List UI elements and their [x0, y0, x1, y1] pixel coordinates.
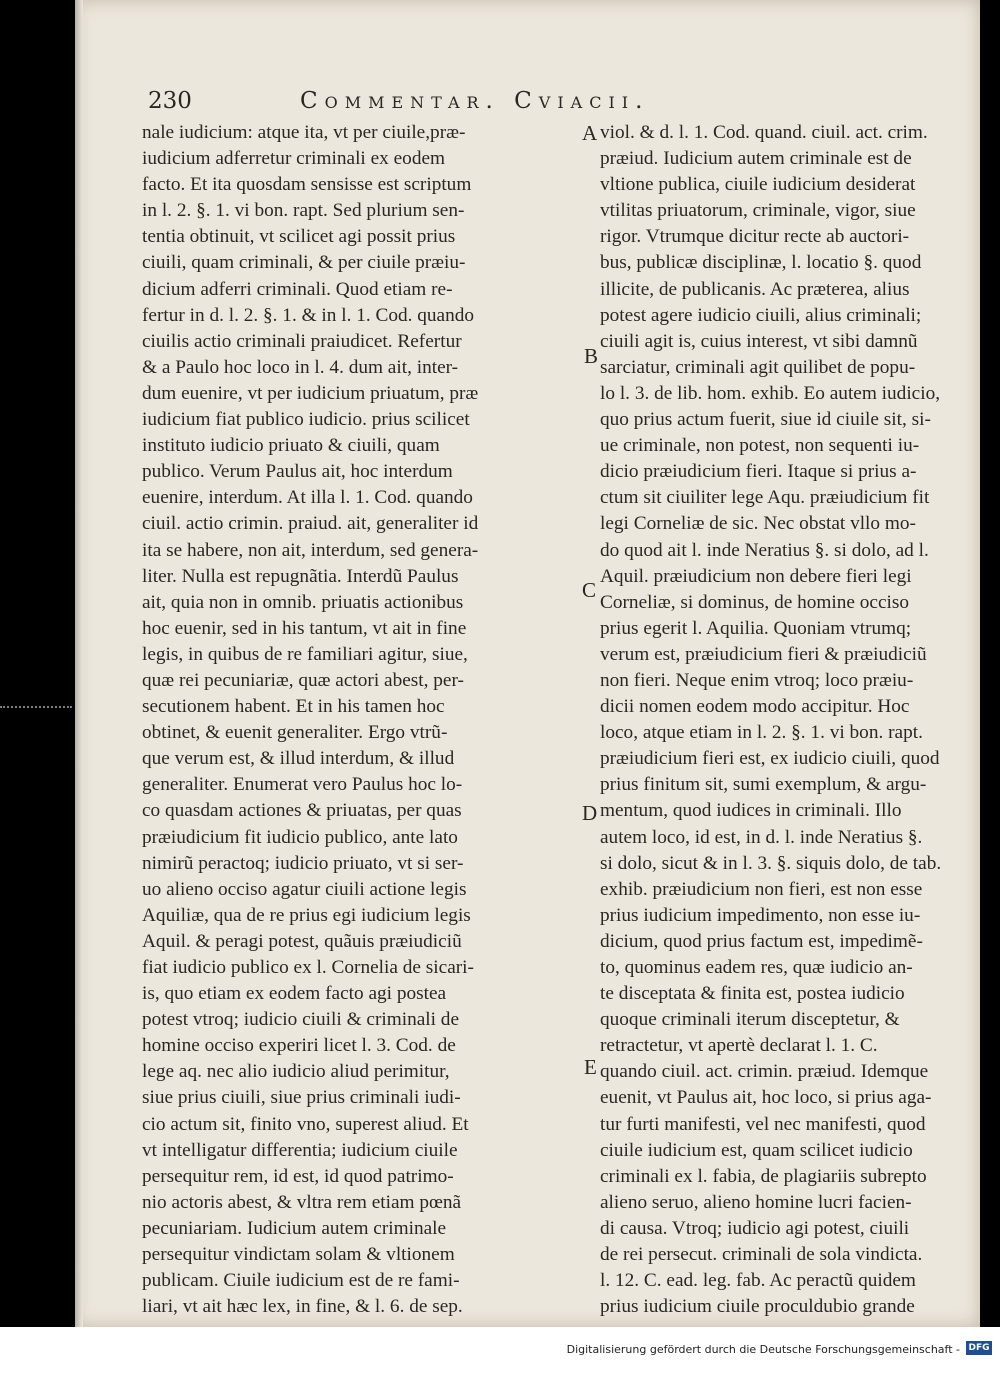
left-column-line: nimirũ peractoq; iudicio priuato, vt si ser- — [142, 852, 464, 874]
left-column-line: publico. Verum Paulus ait, hoc interdum — [142, 461, 453, 483]
left-column-line: nale iudicium: atque ita, vt per ciuile,præ- — [142, 122, 466, 143]
digitization-credit: Digitalisierung gefördert durch die Deutsche Forschungsgemeinschaft - — [566, 1343, 960, 1356]
left-column-line: co quasdam actiones & priuatas, per quas — [142, 800, 462, 822]
left-column-line: præiudicium fit iudicio publico, ante lato — [142, 826, 458, 848]
right-column-line: alieno seruo, alieno homine lucri facien- — [600, 1191, 912, 1213]
left-column-line: Aquiliæ, qua de re prius egi iudicium legis — [142, 904, 471, 926]
right-column-line: de rei persecut. criminali de sola vindicta. — [600, 1244, 923, 1266]
left-column-line: legis, in quibus de re familiari agitur, siue, — [142, 643, 468, 665]
right-column-line: rigor. Vtrumque dicitur recte ab auctori- — [600, 226, 910, 248]
margin-marker-c: C — [582, 578, 597, 602]
right-column-line: viol. & d. l. 1. Cod. quand. ciuil. act. crim. — [600, 122, 928, 143]
right-column-line: retractetur, vt apertè declarat l. 1. C. — [600, 1035, 878, 1057]
right-column-line: vltione publica, ciuile iudicium desiderat — [600, 174, 916, 196]
right-column-line: exhib. præiudicium non fieri, est non esse — [600, 878, 923, 900]
right-column-line: præiud. Iudicium autem criminale est de — [600, 148, 912, 170]
right-column-line: prius egerit l. Aquilia. Quoniam vtrumq; — [600, 617, 912, 639]
right-column-line: non fieri. Neque enim vtroq; loco præiu- — [600, 669, 914, 691]
right-column-line: quando ciuil. act. crimin. præiud. Idemque — [600, 1061, 929, 1083]
right-column-line: legi Corneliæ de sic. Nec obstat vllo mo- — [600, 513, 916, 535]
left-column-line: obtinet, & euenit generaliter. Ergo vtrũ- — [142, 722, 448, 744]
left-column-line: nio actoris abest, & vltra rem etiam pœnã — [142, 1191, 462, 1213]
right-column-line: illicite, de publicanis. Ac præterea, alius — [600, 278, 910, 300]
left-column-line: homine occiso experiri licet l. 3. Cod. de — [142, 1035, 456, 1057]
left-column-line: euenire, interdum. At illa l. 1. Cod. quando — [142, 487, 473, 509]
left-column-line: & a Paulo hoc loco in l. 4. dum ait, inter- — [142, 356, 459, 378]
right-column-line: Corneliæ, si dominus, de homine occiso — [600, 591, 910, 613]
right-column-line: præiudicium fieri est, ex iudicio ciuili, quod — [600, 748, 940, 770]
right-column-line: di causa. Vtroq; iudicio agi potest, ciuili — [600, 1217, 910, 1239]
right-column-line: dicium, quod prius factum est, impedimẽ- — [600, 930, 923, 952]
right-column-line: vtilitas priuatorum, criminale, vigor, siue — [600, 200, 916, 222]
left-column-line: dum euenire, vt per iudicium priuatum, præ — [142, 382, 479, 404]
right-column-line: do quod ait l. inde Neratius §. si dolo, ad l. — [600, 539, 929, 561]
right-column-line: criminali ex l. fabia, de plagiariis subrepto — [600, 1165, 927, 1187]
right-column-line: ciuili agit is, cuius interest, vt sibi damnũ — [600, 330, 918, 352]
right-column-line: autem loco, id est, in d. l. inde Neratius §. — [600, 826, 923, 848]
left-column-line: potest vtroq; iudicio ciuili & criminali de — [142, 1009, 460, 1031]
left-column-line: liter. Nulla est repugnãtia. Interdũ Paulus — [142, 565, 459, 587]
left-column-line: iudicium adferretur criminali ex eodem — [142, 148, 446, 170]
right-column-line: ue criminale, non potest, non sequenti iu- — [600, 435, 920, 457]
right-column-line: verum est, præiudicium fieri & præiudiciũ — [600, 643, 927, 665]
margin-marker-a: A — [582, 121, 598, 145]
margin-marker-d: D — [582, 801, 598, 825]
left-column-line: hoc euenir, sed in his tantum, vt ait in fine — [142, 617, 467, 639]
left-column-line: fertur in d. l. 2. §. 1. & in l. 1. Cod. quando — [142, 304, 475, 326]
right-column-line: dicii nomen eodem modo accipitur. Hoc — [600, 696, 910, 718]
left-column-line: secutionem habent. Et in his tamen hoc — [142, 696, 445, 718]
left-column-line: ait, quia non in omnib. priuatis actionibus — [142, 591, 464, 613]
right-column-line: l. 12. C. ead. leg. fab. Ac peractũ quidem — [600, 1270, 916, 1292]
left-column-line: persequitur rem, id est, id quod patrimo- — [142, 1165, 454, 1187]
right-column-line: lo l. 3. de lib. hom. exhib. Eo autem iudicio, — [600, 382, 941, 404]
right-column-line: sarciatur, criminali agit quilibet de popu- — [600, 356, 916, 378]
right-column-line: prius iudicium impedimento, non esse iu- — [600, 904, 921, 926]
margin-marker-e: E — [584, 1055, 597, 1079]
left-column-line: liari, vt ait hæc lex, in fine, & l. 6. de sep. — [142, 1296, 463, 1318]
left-column-line: generaliter. Enumerat vero Paulus hoc lo- — [142, 774, 463, 796]
page-edge-shadow — [75, 0, 83, 1327]
right-column-line: te disceptata & finita est, postea iudicio — [600, 983, 905, 1005]
left-column-line: uo alieno occiso agatur ciuili actione legis — [142, 878, 467, 900]
right-column-line: potest agere iudicio ciuili, alius criminali; — [600, 304, 922, 326]
right-column-line: euenit, vt Paulus ait, hoc loco, si prius aga- — [600, 1087, 932, 1109]
left-column-line: lege aq. nec alio iudicio aliud perimitur, — [142, 1061, 450, 1083]
left-column-line: persequitur vindictam solam & vltionem — [142, 1244, 455, 1266]
left-column-line: quæ rei pecuniariæ, quæ actori abest, per- — [142, 669, 464, 691]
left-column-line: facto. Et ita quosdam sensisse est scriptum — [142, 174, 472, 196]
right-column-line: ctum sit ciuiliter lege Aqu. præiudicium fit — [600, 487, 930, 509]
right-column-line: ciuile iudicium est, quam scilicet iudicio — [600, 1139, 913, 1161]
left-text-column — [142, 120, 574, 1320]
left-column-line: in l. 2. §. 1. vi bon. rapt. Sed plurium sen- — [142, 200, 465, 222]
left-column-line: dicium adferri criminali. Quod etiam re- — [142, 278, 453, 300]
left-column-line: ciuil. actio crimin. praiud. ait, generaliter id — [142, 513, 479, 535]
right-column-line: to, quominus eadem res, quæ iudicio an- — [600, 957, 913, 978]
margin-marker-b: B — [584, 344, 599, 368]
right-column-line: quoque criminali iterum disceptetur, & — [600, 1009, 900, 1031]
running-title: Commentar. Cviacii. — [300, 88, 650, 114]
right-column-line: si dolo, sicut & in l. 3. §. siquis dolo, de tab. — [600, 852, 942, 874]
left-column-line: publicam. Ciuile iudicium est de re fami- — [142, 1270, 460, 1292]
left-column-line: Aquil. & peragi potest, quãuis præiudiciũ — [142, 930, 462, 952]
left-column-line: cio actum sit, finito vno, superest aliud. Et — [142, 1113, 469, 1135]
page-number: 230 — [148, 88, 192, 114]
right-column-line: prius finitum sit, sumi exemplum, & argu- — [600, 774, 927, 796]
left-column-line: ciuilis actio criminali praiudicet. Refertur — [142, 330, 462, 352]
left-column-line: vt intelligatur differentia; iudicium ciuile — [142, 1139, 458, 1161]
left-column-line: is, quo etiam ex eodem facto agi postea — [142, 983, 447, 1005]
left-column-line: fiat iudicio publico ex l. Cornelia de sicari- — [142, 957, 474, 978]
left-column-line: iudicium fiat publico iudicio. prius scilicet — [142, 409, 470, 431]
page-header — [0, 88, 1000, 118]
left-column-line: pecuniariam. Iudicium autem criminale — [142, 1217, 447, 1239]
right-column-line: mentum, quod iudices in criminali. Illo — [600, 800, 902, 822]
left-column-line: que verum est, & illud interdum, & illud — [142, 748, 455, 770]
left-column-line: ciuili, quam criminali, & per ciuile præiu- — [142, 252, 466, 274]
right-text-column — [600, 120, 960, 1320]
left-column-line: instituto iudicio priuato & ciuili, quam — [142, 435, 440, 457]
left-column-line: ita se habere, non ait, interdum, sed genera- — [142, 539, 479, 561]
right-column-line: dicio præiudicium fieri. Itaque si prius a- — [600, 461, 917, 483]
right-column-line: Aquil. præiudicium non debere fieri legi — [600, 565, 912, 587]
scan-edge-dots — [0, 706, 72, 710]
right-column-line: bus, publicæ disciplinæ, l. locatio §. quod — [600, 252, 922, 274]
dfg-logo: DFG — [966, 1341, 992, 1355]
left-column-line: tentia obtinuit, vt scilicet agi possit prius — [142, 226, 456, 248]
right-column-line: tur furti manifesti, vel nec manifesti, quod — [600, 1113, 926, 1135]
right-column-line: loco, atque etiam in l. 2. §. 1. vi bon. rapt. — [600, 722, 923, 744]
footer-bar — [0, 1327, 1000, 1375]
right-column-line: quo prius actum fuerit, siue id ciuile sit, si- — [600, 409, 931, 431]
right-column-line: prius iudicium ciuile proculdubio grande — [600, 1296, 915, 1318]
left-column-line: siue prius ciuili, siue prius criminali iudi- — [142, 1087, 461, 1109]
